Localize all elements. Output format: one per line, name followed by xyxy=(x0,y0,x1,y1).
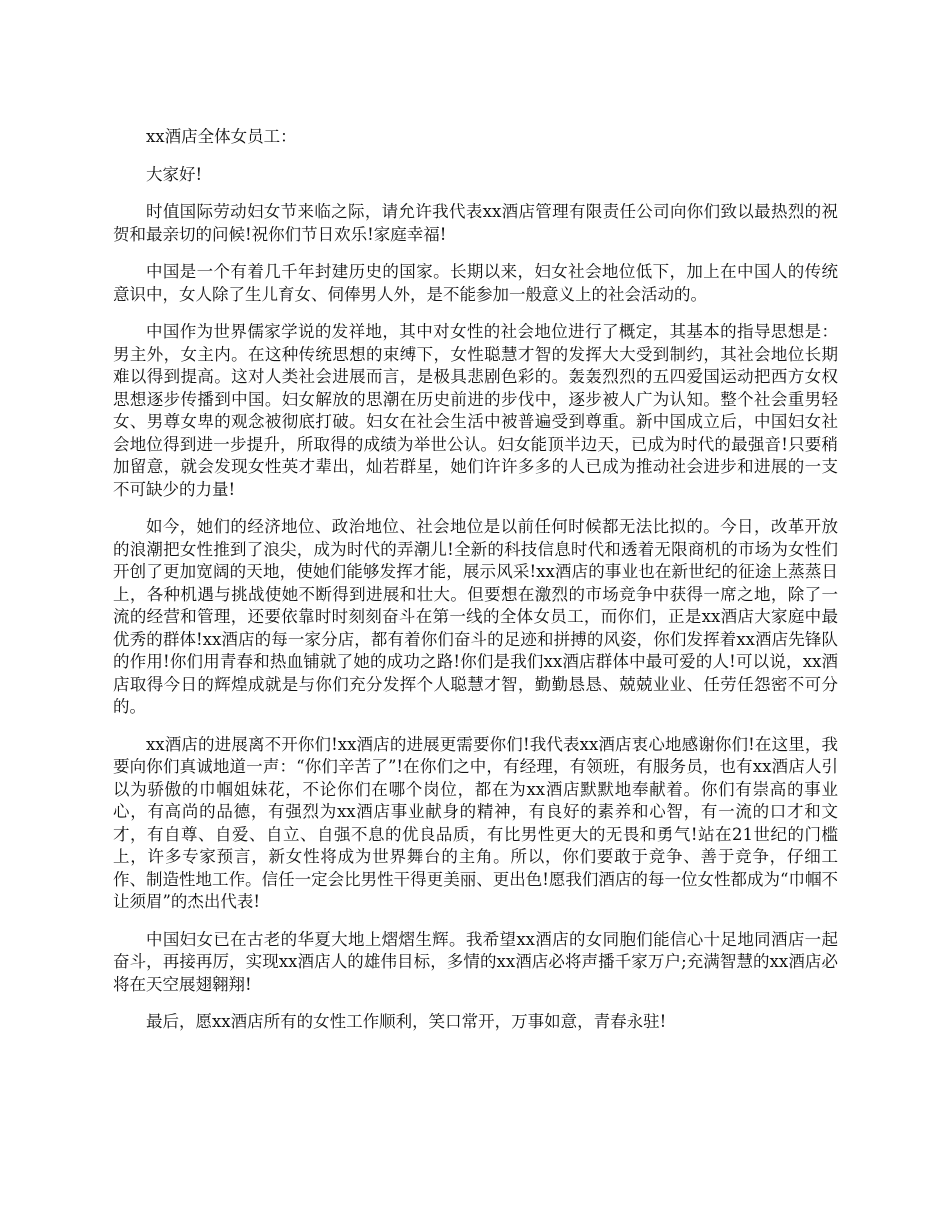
paragraph-congratulations: 时值国际劳动妇女节来临之际，请允许我代表xx酒店管理有限责任公司向你们致以最热烈的祝贺和最亲切的问候!祝你们节日欢乐!家庭幸福! xyxy=(113,202,838,244)
salutation-line: xx酒店全体女员工： xyxy=(146,127,297,146)
letter-body xyxy=(113,126,838,1049)
paragraph-hope: 中国妇女已在古老的华夏大地上熠熠生辉。我希望xx酒店的女同胞们能信心十足地同酒店一起奋斗，再接再厉，实现xx酒店人的雄伟目标，多情的xx酒店必将声播千家万户;充满智慧的xx酒店必将在天空展翅翱翔! xyxy=(113,929,838,994)
paragraph-present-day: 如今，她们的经济地位、政治地位、社会地位是以前任何时候都无法比拟的。今日，改革开放的浪潮把女性推到了浪尖，成为时代的弄潮儿!全新的科技信息时代和透着无限商机的市场为女性们开创了更加宽阔的天地，使她们能够发挥才能，展示风采!xx酒店的事业也在新世纪的征途上蒸蒸日上，各种机遇与挑战使她不断得到进展和壮大。但要想在激烈的市场竞争中获得一席之地，除了一流的经营和管理，还要依靠时时刻刻奋斗在第一线的全体女员工，而你们，正是xx酒店大家庭中最优秀的群体!xx酒店的每一家分店，都有着你们奋斗的足迹和拼搏的风姿，你们发挥着xx酒店先锋队的作用!你们用青春和热血铺就了她的成功之路!你们是我们xx酒店群体中最可爱的人!可以说，xx酒店取得今日的辉煌成就是与你们充分发挥个人聪慧才智，勤勤恳恳、兢兢业业、任劳任怨密不可分的。 xyxy=(113,517,838,716)
greeting-line: 大家好! xyxy=(146,164,203,184)
paragraph-closing: 最后，愿xx酒店所有的女性工作顺利，笑口常开，万事如意，青春永驻! xyxy=(146,1012,667,1031)
paragraph-history: 中国是一个有着几千年封建历史的国家。长期以来，妇女社会地位低下，加上在中国人的传统意识中，女人除了生儿育女、伺俸男人外，是不能参加一般意义上的社会活动的。 xyxy=(113,262,838,304)
paragraph-confucian-tradition: 中国作为世界儒家学说的发祥地，其中对女性的社会地位进行了概定，其基本的指导思想是：男主外，女主内。在这种传统思想的束缚下，女性聪慧才智的发挥大大受到制约，其社会地位长期难以得到提高。这对人类社会进展而言，是极具悲剧色彩的。轰轰烈烈的五四爱国运动把西方女权思想逐步传播到中国。妇女解放的思潮在历史前进的步伐中，逐步被人广为认知。整个社会重男轻女、男尊女卑的观念被彻底打破。妇女在社会生活中被普遍受到尊重。新中国成立后，中国妇女社会地位得到进一步提升，所取得的成绩为举世公认。妇女能顶半边天，已成为时代的最强音!只要稍加留意，就会发现女性英才辈出，灿若群星，她们许许多多的人已成为推动社会进步和进展的一支不可缺少的力量! xyxy=(113,322,838,499)
paragraph-thanks: xx酒店的进展离不开你们!xx酒店的进展更需要你们!我代表xx酒店衷心地感谢你们!在这里，我要向你们真诚地道一声：“你们辛苦了”!在你们之中，有经理，有领班，有服务员，也有xx酒店人引以为骄傲的巾帼姐妹花，不论你们在哪个岗位，都在为xx酒店默默地奉献着。你们有崇高的事业心，有高尚的品德，有强烈为xx酒店事业献身的精神，有良好的素养和心智，有一流的口才和文才，有自尊、自爱、自立、自强不息的优良品质，有比男性更大的无畏和勇气!站在21世纪的门槛上，许多专家预言，新女性将成为世界舞台的主角。所以，你们要敢于竞争、善于竞争，仔细工作、制造性地工作。信任一定会比男性干得更美丽、更出色!愿我们酒店的每一位女性都成为“巾帼不让须眉”的杰出代表! xyxy=(113,734,838,911)
